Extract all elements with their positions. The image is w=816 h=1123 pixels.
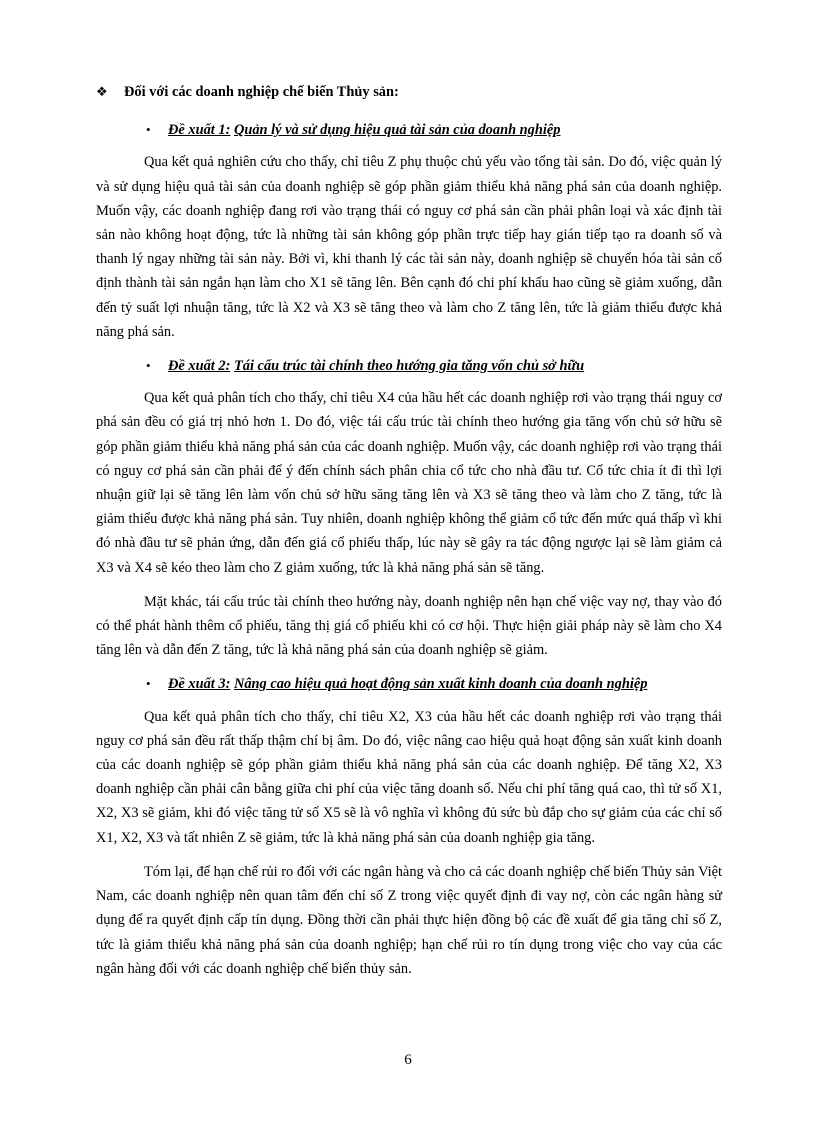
- section-heading: [96, 80, 722, 104]
- proposal-1-title: Quản lý và sử dụng hiệu quả tài sản của doanh nghiệp: [233, 122, 561, 139]
- proposal-3-paragraph: Qua kết quả phân tích cho thấy, chỉ tiêu X2, X3 của hầu hết các doanh nghiệp rơi vào trạng thái nguy cơ phá sản đều rất thấp thậm chí bị âm. Do đó, việc nâng cao hiệu quả hoạt động sản xuất kinh doanh của các doanh nghiệp sẽ góp phần giảm thiểu khả năng phá sản của các doanh nghiệp. Để tăng X2, X3 doanh nghiệp cần phải cân bằng giữa chi phí của việc tăng doanh số. Nếu chi phí tăng quá cao, thì tử số X1, X2, X3 sẽ giảm, khi đó việc tăng tử số X5 sẽ là vô nghĩa vì không đủ sức bù đắp cho sự giảm của các chỉ số X1, X2, X3 và tất nhiên Z sẽ giảm, tức là khả năng phá sản của doanh nghiệp gia tăng.: [96, 708, 722, 846]
- page-number: 6: [404, 1052, 412, 1068]
- section-heading-text: Đối với các doanh nghiệp chế biến Thủy sản:: [124, 84, 399, 100]
- proposal-3-title: Nâng cao hiệu quả hoạt động sản xuất kinh doanh của doanh nghiệp: [233, 676, 648, 693]
- proposal-2-paragraph-2: Mặt khác, tái cấu trúc tài chính theo hướng này, doanh nghiệp nên hạn chế việc vay nợ, thay vào đó có thể phát hành thêm cổ phiếu, tăng thị giá cổ phiếu khi có cơ hội. Thực hiện giải pháp này sẽ làm cho X4 tăng lên và dẫn đến Z tăng, tức là khả năng phá sản của doanh nghiệp sẽ giảm.: [96, 593, 722, 659]
- proposal-2-paragraph-1: Qua kết quả phân tích cho thấy, chỉ tiêu X4 của hầu hết các doanh nghiệp rơi vào trạng thái nguy cơ phá sản đều có giá trị nhỏ hơn 1. Do đó, việc tái cấu trúc tài chính theo hướng gia tăng vốn chủ sở hữu sẽ góp phần giảm thiểu khả năng phá sản của các doanh nghiệp. Muốn vậy, các doanh nghiệp rơi vào trạng thái có nguy cơ phá sản cần phải để ý đến chính sách phân chia cổ tức cho nhà đầu tư. Cổ tức chia ít đi thì lợi nhuận giữ lại sẽ tăng lên làm vốn chủ sở hữu săng tăng lên và X3 sẽ tăng theo và làm cho Z tăng, tức là giảm thiểu được khả năng phá sản. Tuy nhiên, doanh nghiệp không thể giảm cổ tức đến mức quá thấp vì khi đó nhà đầu tư sẽ phản ứng, dẫn đến giá cổ phiếu thấp, lúc này sẽ gây ra tác động ngược lại sẽ làm giảm cả X3 và X4 sẽ kéo theo làm cho Z giảm xuống, tức là khả năng phá sản sẽ tăng.: [96, 390, 722, 576]
- bullet-dot-icon: •: [146, 122, 151, 138]
- bullet-dot-icon: •: [146, 358, 151, 374]
- diamond-bullet-icon: ❖: [96, 84, 108, 99]
- proposal-3-heading: [96, 672, 722, 696]
- proposal-2-heading: [96, 354, 722, 378]
- proposal-2-title: Tái cấu trúc tài chính theo hướng gia tăng vốn chủ sở hữu: [233, 358, 585, 375]
- conclusion-paragraph: Tóm lại, để hạn chế rủi ro đối với các ngân hàng và cho cả các doanh nghiệp chế biến Thủy sản Việt Nam, các doanh nghiệp nên quan tâm đến chỉ số Z trong việc quyết định đi vay nợ, còn các ngân hàng sử dụng để ra quyết định cấp tín dụng. Đồng thời cần phải thực hiện đồng bộ các đề xuất để gia tăng chỉ số Z, tức là giảm thiểu khả năng phá sản của doanh nghiệp; hạn chế rủi ro tín dụng trong việc cho vay của các ngân hàng đối với các doanh nghiệp chế biến thủy sản.: [96, 863, 722, 977]
- bullet-dot-icon: •: [146, 676, 151, 692]
- proposal-3-label: Đề xuất 3:: [168, 676, 231, 693]
- proposal-1-paragraph: Qua kết quả nghiên cứu cho thấy, chỉ tiêu Z phụ thuộc chủ yếu vào tổng tài sản. Do đó, việc quản lý và sử dụng hiệu quả tài sản của doanh nghiệp sẽ góp phần giảm thiểu khả năng phá sản của doanh nghiệp. Muốn vậy, các doanh nghiệp đang rơi vào trạng thái có nguy cơ phá sản cần phải phân loại và xác định tài sản nào không hoạt động, tức là những tài sản không góp phần trực tiếp hay gián tiếp tạo ra doanh số và thanh lý ngay những tài sản này. Bởi vì, khi thanh lý các tài sản này, doanh nghiệp sẽ chuyển hóa tài sản cố định thành tài sản ngắn hạn làm cho X1 sẽ tăng lên. Bên cạnh đó chi phí khấu hao cũng sẽ giảm xuống, dẫn đến tỷ suất lợi nhuận tăng, tức là X2 và X3 sẽ tăng theo và làm cho Z tăng lên, tức là giảm thiểu được khả năng phá sản.: [96, 154, 722, 340]
- proposal-2-label: Đề xuất 2:: [168, 358, 231, 375]
- proposal-1-label: Đề xuất 1:: [168, 122, 231, 139]
- proposal-1-heading: [96, 118, 722, 142]
- document-page: [96, 80, 722, 991]
